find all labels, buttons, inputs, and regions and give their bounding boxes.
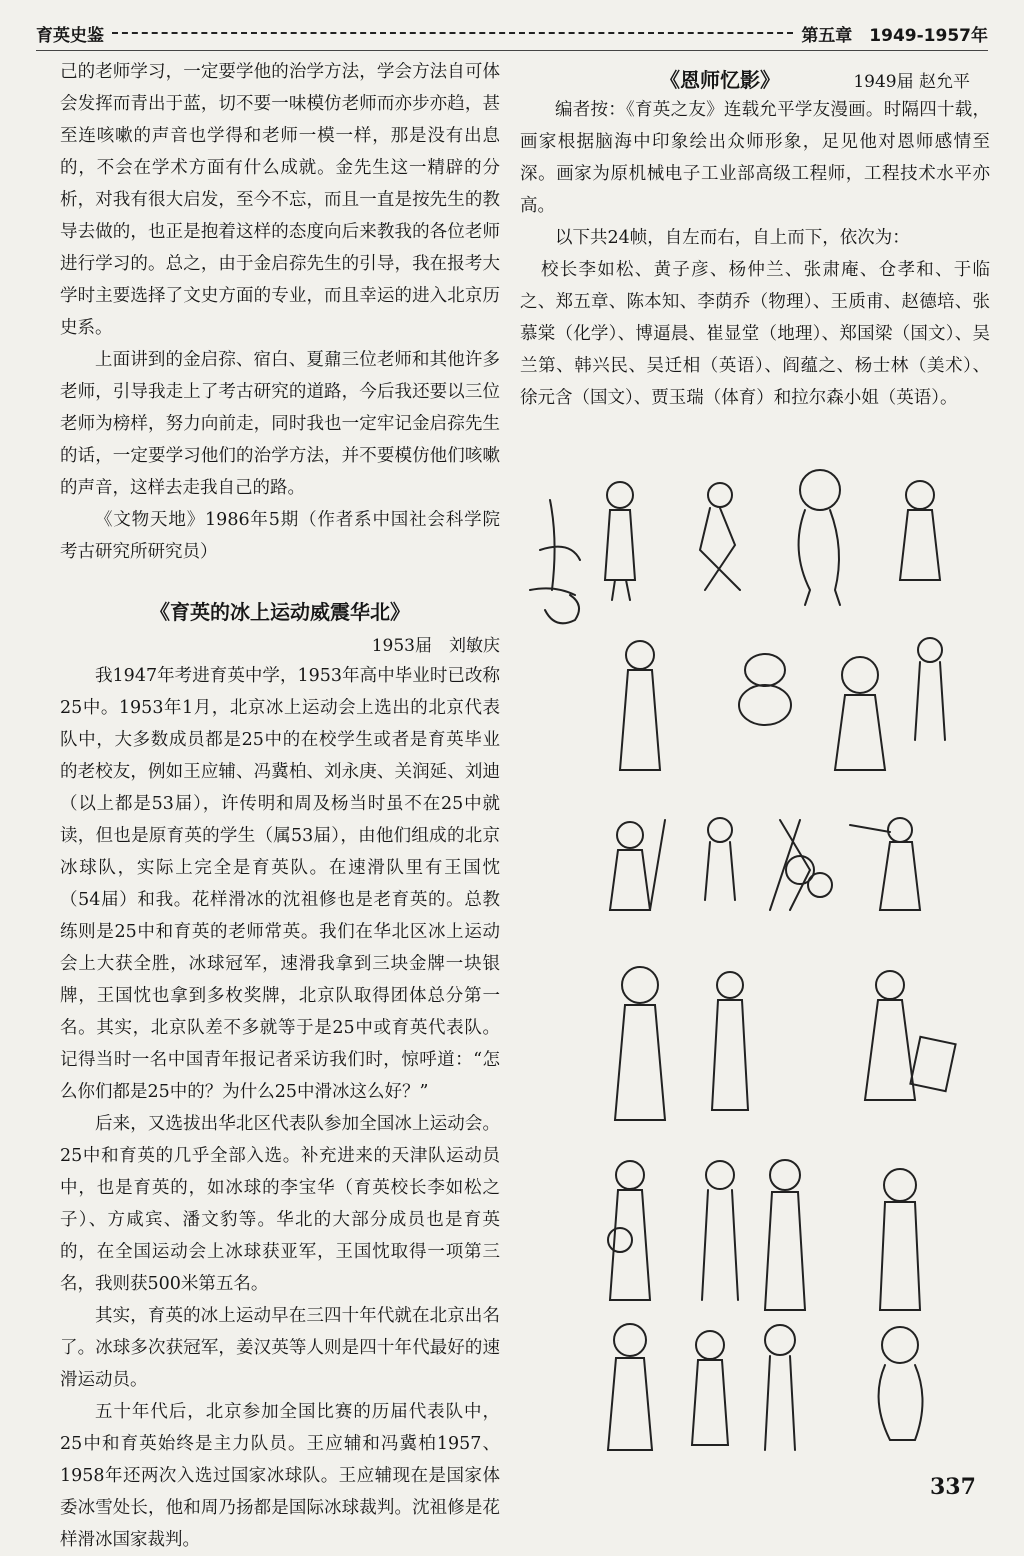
header-book-title: 育英史鉴 xyxy=(36,25,104,46)
header-dashed-line xyxy=(112,32,793,34)
header-rule xyxy=(36,50,988,51)
page-number: 337 xyxy=(930,1474,976,1500)
source-note: 《文物天地》1986年5期（作者系中国社会科学院考古研究所研究员） xyxy=(60,510,500,562)
figure-row-5 xyxy=(608,1160,920,1310)
article-title: 《恩师忆影》 xyxy=(660,68,780,92)
signature-scribble xyxy=(530,500,580,623)
paragraph: 五十年代后，北京参加全国比赛的历届代表队中，25中和育英始终是主力队员。王应辅和冯冀柏1957、1958年还两次入选过国家冰球队。王应辅现在是国家体委冰雪处长，他和周乃扬都是国际冰球裁判。沈祖修是花样滑冰国家裁判。 xyxy=(60,1402,500,1550)
paragraph: 己的老师学习，一定要学他的治学方法，学会方法自可体会发挥而青出于蓝，切不要一味模仿老师而亦步亦趋，甚至连咳嗽的声音也学得和老师一模一样，那是没有出息的，不会在学术方面有什么成就。金先生这一精辟的分析，对我有很大启发，至今不忘，而且一直是按先生的教导去做的，也正是抱着这样的态度向后来教我的各位老师进行学习的。总之，由于金启孮先生的引导，我在报考大学时主要选择了文史方面的专业，而且幸运的进入北京历史系。 xyxy=(60,62,500,338)
right-title-row xyxy=(520,64,990,94)
teacher-name-list: 校长李如松、黄子彦、杨仲兰、张肃庵、仓孝和、于临之、郑五章、陈本知、李荫乔（物理）、王质甫、赵德培、张慕棠（化学）、博逼晨、崔显堂（地理）、郑国梁（国文）、吴兰第、韩兴民、吴迁相（英语）、阎蕴之、杨士林（美术）、徐元含（国文）、贾玉瑞（体育）和拉尔森小姐（英语）。 xyxy=(520,260,990,408)
article-byline: 1953届 刘敏庆 xyxy=(371,636,500,656)
figure-row-4 xyxy=(615,967,956,1120)
figure-row-1 xyxy=(605,470,940,605)
paragraph: 以下共24帧，自左而右，自上而下，依次为： xyxy=(555,228,910,248)
caricature-drawing xyxy=(520,440,990,1460)
paragraph: 上面讲到的金启孮、宿白、夏鼐三位老师和其他许多老师，引导我走上了考古研究的道路，今后我还要以三位老师为榜样，努力向前走，同时我也一定牢记金启孮先生的话，一定要学习他们的治学方法，并不要模仿他们咳嗽的声音，这样去走我自己的路。 xyxy=(60,350,500,498)
editor-note: 编者按：《育英之友》连载允平学友漫画。时隔四十载，画家根据脑海中印象绘出众师形象，足见他对恩师感情至深。画家为原机械电子工业部高级工程师，工程技术水平亦高。 xyxy=(520,100,990,216)
paragraph: 后来，又选拔出华北区代表队参加全国冰上运动会。25中和育英的几乎全部入选。补充进来的天津队运动员中，也是育英的，如冰球的李宝华（育英校长李如松之子）、方咸宾、潘文豹等。华北的大部分成员也是育英的，在全国运动会上冰球获亚军，王国忱取得一项第三名，我则获500米第五名。 xyxy=(60,1114,500,1294)
caricature-illustrations xyxy=(520,440,990,1460)
article-title: 《育英的冰上运动威震华北》 xyxy=(150,600,410,624)
article-byline: 1949届 赵允平 xyxy=(853,72,970,92)
figure-row-6 xyxy=(608,1324,923,1450)
header-chapter-title: 第五章 1949-1957年 xyxy=(801,25,988,46)
figure-row-3 xyxy=(610,818,920,910)
paragraph: 我1947年考进育英中学，1953年高中毕业时已改称25中。1953年1月，北京冰上运动会上选出的北京代表队中，大多数成员都是25中的在校学生或者是育英毕业的老校友，例如王应辅、冯冀柏、刘永庚、关润延、刘迪（以上都是53届），许传明和周及杨当时虽不在25中就读，但也是原育英的学生（属53届），由他们组成的北京冰球队，实际上完全是育英队。在速滑队里有王国忱（54届）和我。花样滑冰的沈祖修也是老育英的。总教练则是25中和育英的老师常英。我们在华北区冰上运动会上大获全胜，冰球冠军，速滑我拿到三块金牌一块银牌，王国忱也拿到多枚奖牌，北京队取得团体总分第一名。其实，北京队差不多就等于是25中或育英代表队。记得当时一名中国青年报记者采访我们时，惊呼道：“怎么你们都是25中的？为什么25中滑冰这么好？” xyxy=(60,666,500,1102)
figure-row-2 xyxy=(620,638,945,770)
paragraph: 其实，育英的冰上运动早在三四十年代就在北京出名了。冰球多次获冠军，姜汉英等人则是四十年代最好的速滑运动员。 xyxy=(60,1306,500,1390)
page-header xyxy=(36,18,988,48)
left-column xyxy=(60,56,500,1556)
right-column xyxy=(520,64,990,414)
